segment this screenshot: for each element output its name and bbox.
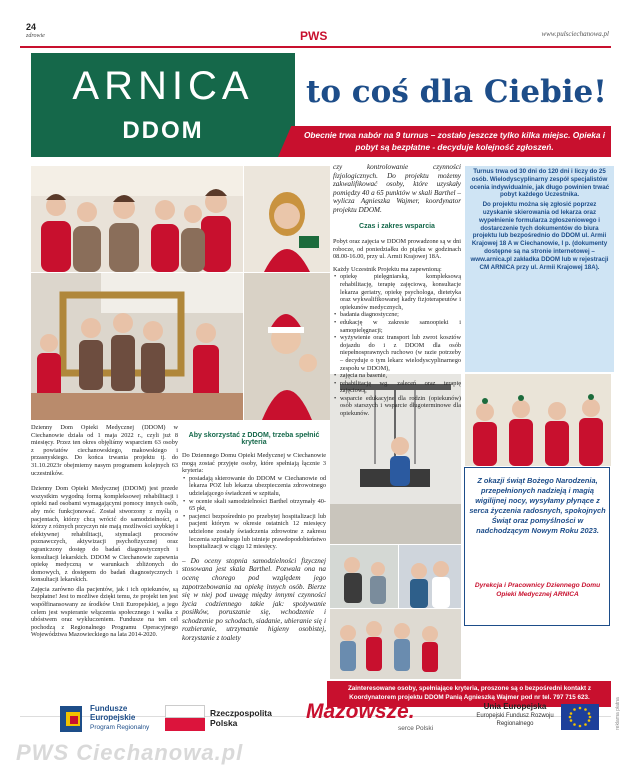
publication-logo: PWS (300, 29, 328, 43)
photo-staff (399, 545, 461, 608)
section-name: zdrowie (26, 33, 45, 39)
header-divider (20, 46, 611, 48)
notice-text: Obecnie trwa nabór na 9 turnus – zostało jeszcze tylko kilka miejsc. Opieka i pobyt są bezpłatne - decyduje kolejność zgłoszeń. (303, 130, 606, 152)
support-heading: Czas i zakres wsparcia (359, 223, 435, 230)
brand-name: ARNICA (72, 64, 254, 108)
schedule-paragraph: Pobyt oraz zajęcia w DDOM prowadzone są w dni robocze, od poniedziałku do piątku w godzinach 08.00-16.00, przy ul. Armii Krajowej 18A. (333, 238, 461, 261)
criteria-item: • posiadają skierowanie do DDOM w Ciechanowie od lekarza POZ lub lekarza ubezpieczenia zdrowotnego udzielającego świadczeń w szpitalu, (182, 475, 326, 498)
barthel-paragraph: – Do oceny stopnia samodzielności fizycznej stosowana jest skala Barthel. Pozwala ona na ocenę chorego pod względem jego zapotrzebowania na opiekę innych osób. Bierze się w niej pod uwagę między innymi czynności życia codziennego takie jak: spożywanie posiłków, poruszanie się, wchodzenie i schodzenie po schodach, siadanie, ubieranie się i rozbieranie, utrzymanie higieny osobistej, korzystanie z toalety (182, 556, 326, 643)
photo-santa-hat-man (244, 273, 330, 420)
unia-europejska-logo (473, 702, 608, 736)
christmas-wish: Z okazji świąt Bożego Narodzenia, przepełnionych nadzieją i magią wigilijnej nocy, wysyłamy płynące z serca życzenia radosnych, spokojnych Świąt oraz pomyślności w nadchodzącym Nowym Roku 2023. (469, 476, 606, 535)
brand-subname: DDOM (122, 117, 204, 144)
photo-smiling-woman (244, 166, 330, 272)
info-box-text (468, 168, 611, 271)
mazowsze-logo (306, 698, 436, 736)
fe-title: Fundusze Europejskie (90, 704, 136, 722)
provided-item: • wsparcie edukacyjne dla rodzin (opiekunów) osób starszych i wsparcie długoterminowe dla opiekunów. (333, 395, 461, 418)
fe-subtitle: Program Regionalny (90, 724, 150, 731)
ue-title: Unia Europejska (483, 702, 547, 711)
article-column-3 (333, 238, 461, 418)
intro-paragraph: Dzienny Dom Opieki Medycznej (DDOM) w Ciechanowie działa od 1 maja 2022 r., czyli już 8 miesięcy. Przez ten okres objęliśmy wsparciem 63 osoby z powiatów ciechanowskiego, makowskiego i przasnyskiego. Do końca trwania projektu tj. do 31.10.2023r obejmiemy nasym programem kolejnych 63 uczestników. (31, 424, 178, 477)
provided-item: • wyżywienie oraz transport lub zwrot kosztów dojazdu do i z DDOM dla osób niepełnosprawnych ruchowo (w razie potrzeby – decyduje o tym lekarz wielodyscyplinarnego zespołu w DDOM), (333, 334, 461, 372)
application-info: Do projektu można się zgłosić poprzez uzyskanie skierowania od lekarza oraz wypełnienie formularza zgłoszeniowego i dostarczenie tych dokumentów do biura projektu lub bezpośrednio do DDOM ul. Armii Krajowej 18 A w Ciechanowie, I p. (dokumenty dostępne są na stronie internetowej – www.arnica.pl zakładka DDOM lub w rejestracji CM ARNICA przy ul. Armii Krajowej 18A). (470, 201, 609, 271)
ddom-description: Dzienny Dom Opieki Medycznej (DDOM) jest przede wszystkim wygodną formą kompleksowej rehabilitacji i opieki nad osobami wymagającymi pomocy innych osób, aby móc funkcjonować. Został stworzony z myślą o pacjentach, którzy chcą wrócić do samodzielności, a którzy z różnych przyczyn nie mają możliwości szybkiej i efektywnej rehabilitacji, stymulacji procesów poznawczych, aktywizacji psychofizycznej oraz ograniczony dostęp do badań diagnostycznych i konsultacji lekarskich. DDOM w Ciechanowie zapewnia opiekę medyczną w warunkach zbliżonych do domowych, z dostępem do badań diagnostycznych i konsultacji lekarskich. (31, 485, 178, 584)
article-column-2 (182, 452, 326, 643)
ad-side-note: reklama płatna (615, 697, 621, 730)
provided-item: • opiekę pielęgniarską, kompleksową rehabilitację, terapię zajęciową, konsultacje lekarza geriatry, opiekę psychologa, dietetyka oraz wykwalifikowanej kadry fizjoterapeutów i opiekunów medycznych, (333, 273, 461, 311)
fundusze-europejskie-logo (58, 702, 170, 736)
photo-therapy-group (330, 609, 461, 679)
page-number: 24 (26, 22, 37, 32)
christmas-signature: Dyrekcja i Pracownicy Dziennego Domu Opieki Medycznej ARNICA (474, 582, 601, 598)
eu-flag-icon (561, 704, 599, 730)
photo-exercise (330, 545, 398, 608)
provided-item: • rehabilitację wg. zaleceń oraz terapię zajęciową, (333, 380, 461, 395)
turnus-info: Turnus trwa od 30 dni do 120 dni i liczy do 25 osób. Wielodyscyplinarny zespół specjalistów ocenia indywidualnie, jak długo powinien trwać pobyt każdego Uczestnika. (469, 168, 610, 199)
provided-list (333, 273, 461, 417)
photo-group-party (31, 166, 243, 272)
headline-slogan: to coś dla Ciebie! (306, 74, 607, 110)
photo-frame-group (31, 273, 243, 420)
mazowsze-title: Mazowsze. (306, 700, 415, 723)
criteria-heading: Aby skorzystać z DDOM, trzeba spełnić kryteria (188, 432, 320, 446)
criteria-item: • w ocenie skali samodzielności Barthel otrzymały 40-65 pkt, (182, 498, 326, 513)
column-3-lead: czy kontrolowanie czynności fizjologicznych. Do projektu możemy zakwalifikować osoby, które uzyskały pomiędzy 40 a 65 punktów w skali Barthel – wyliczа Agnieszka Wajmer, koordynator projektu DDOM. (333, 163, 461, 214)
flag-white (165, 705, 205, 718)
provided-item: • badania diagnostyczne; (333, 311, 461, 319)
rp-title: Rzeczpospolita Polska (210, 708, 272, 728)
ue-subtitle: Europejski Fundusz Rozwoju Regionalnego (476, 713, 554, 727)
provided-item: • zajęcia na basenie, (333, 372, 461, 380)
provided-intro: Każdy Uczestnik Projektu ma zapewnioną: (333, 265, 442, 273)
fe-icon (58, 704, 86, 734)
criteria-list (182, 475, 326, 551)
article-column-1 (31, 424, 178, 639)
flag-red (165, 718, 205, 731)
watermark: PWS Ciechanowa.pl (16, 740, 244, 765)
provided-item: • edukację w zakresie samoopieki i samopielęgnacji; (333, 319, 461, 334)
rzeczpospolita-logo (165, 702, 280, 736)
criteria-item: • pacjenci bezpośrednio po przebytej hospitalizacji lub pacjent którym w okresie ostatnich 12 miesięcy udzielone zostały świadczenia zdrowotne z zakresu leczenia szpitalnego lub istnieje prawdopodobieństwo hospitalizacji w ciągu 12 miesięcy. (182, 513, 326, 551)
criteria-intro: Do Dziennego Domu Opieki Medycznej w Ciechanowie mogą zostać przyjęte osoby, które spełniają łącznie 3 kryteria: (182, 452, 326, 475)
funding-paragraph: Zajęcia zarówno dla pacjentów, jak i ich opiekunów, są bezpłatne! Jest to możliwe dzięki temu, że projekt ten jest współfinansowany ze środków Unii Europejskiej, a jego celem jest wspieranie włączenia społecznego i walka z ubóstwem oraz wykluczeniem. Fundusze na ten cel pochodzą z Regionalnego Programu Operacyjnego Województwa Mazowieckiego na lata 2014-2020. (31, 585, 178, 639)
contact-text: Zainteresowane osoby, spełniające kryteria, proszone są o bezpośredni kontakt z Koordynatorem projektu DDOM Panią Agnieszką Wajmer pod nr tel. 797 715 623. (347, 685, 592, 701)
photo-staff-group (465, 374, 611, 466)
mazowsze-subtitle: serce Polski (398, 725, 434, 732)
website-url[interactable]: www.pulsciechanowa.pl (541, 30, 609, 38)
